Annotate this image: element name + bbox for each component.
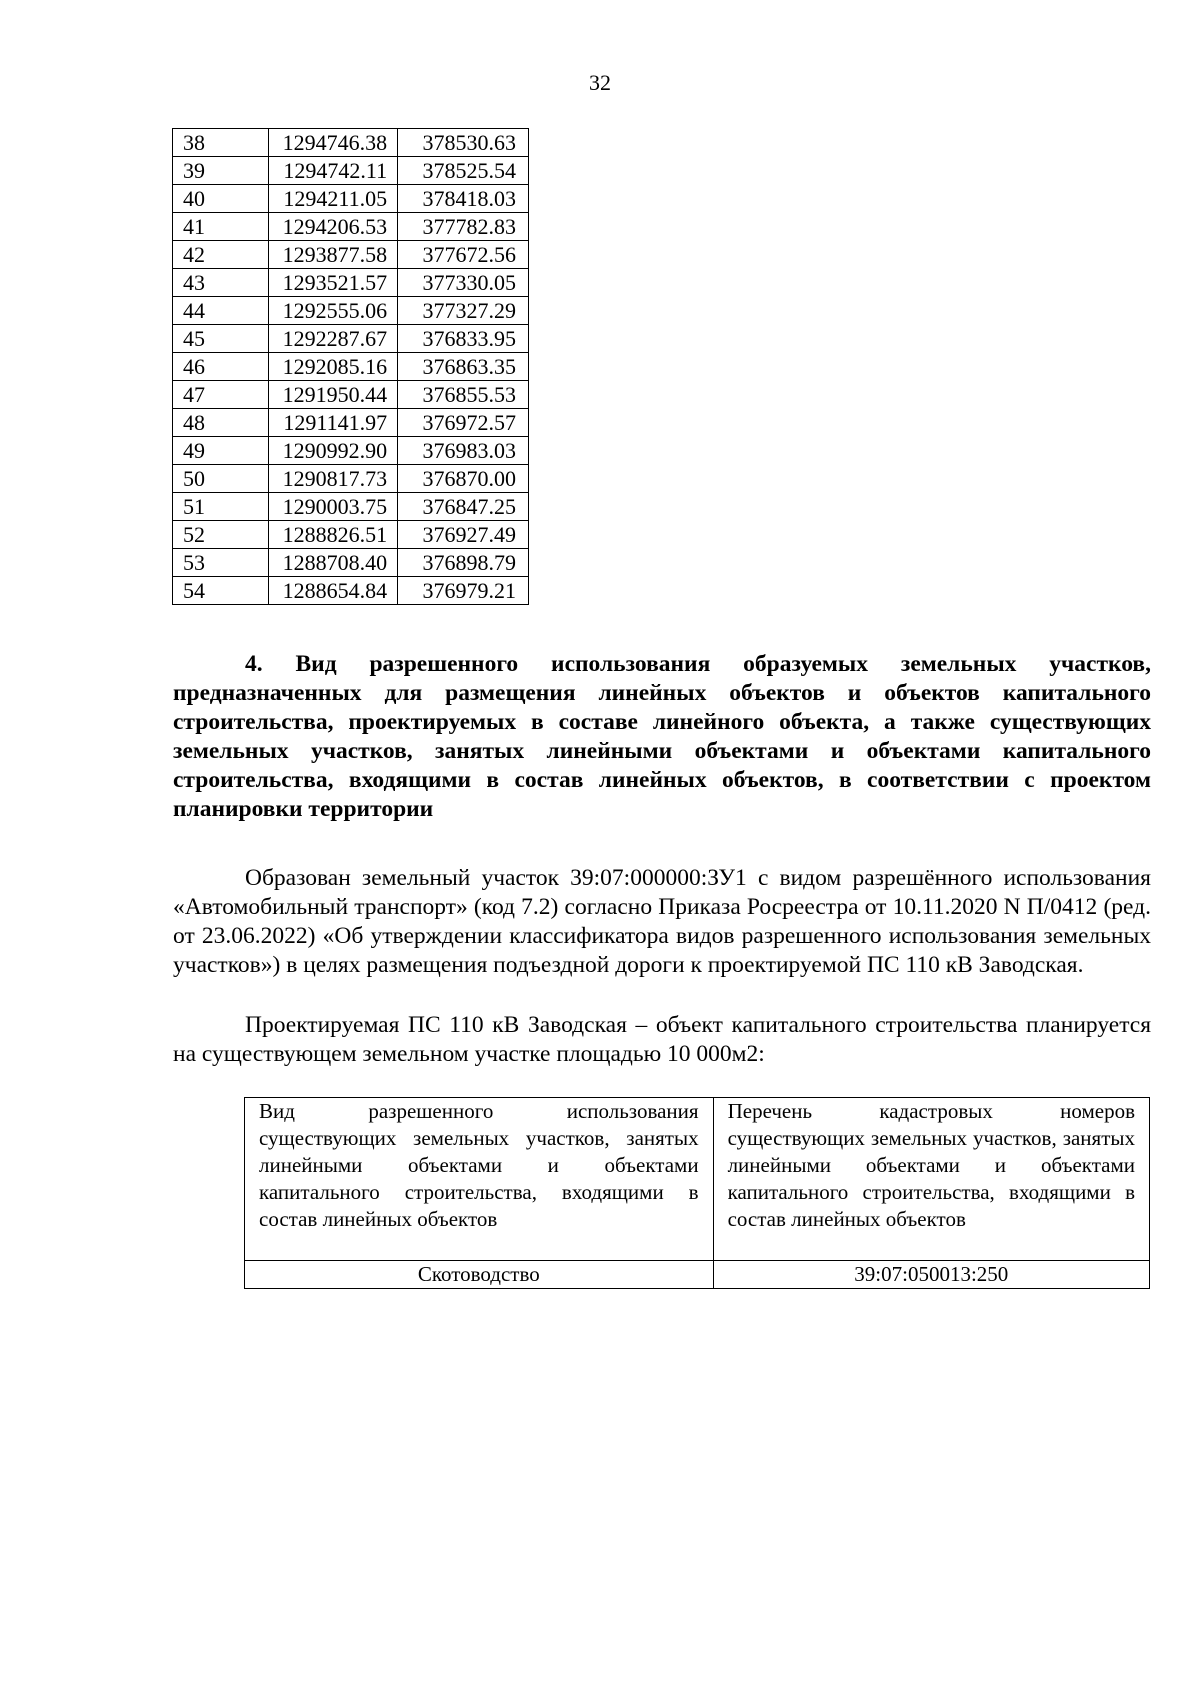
- point-number-cell: 49: [173, 437, 269, 465]
- table-row: [173, 437, 529, 465]
- x-coordinate-cell: 1291141.97: [268, 409, 398, 437]
- y-coordinate-cell: 376833.95: [398, 325, 529, 353]
- x-coordinate-cell: 1294746.38: [268, 129, 398, 157]
- point-number-cell: 44: [173, 297, 269, 325]
- x-coordinate-cell: 1288708.40: [268, 549, 398, 577]
- y-coordinate-cell: 376847.25: [398, 493, 529, 521]
- y-coordinate-cell: 378530.63: [398, 129, 529, 157]
- table-row: [173, 241, 529, 269]
- y-coordinate-cell: 377672.56: [398, 241, 529, 269]
- table-row: [173, 269, 529, 297]
- x-coordinate-cell: 1290003.75: [268, 493, 398, 521]
- point-number-cell: 41: [173, 213, 269, 241]
- point-number-cell: 47: [173, 381, 269, 409]
- x-coordinate-cell: 1294742.11: [268, 157, 398, 185]
- x-coordinate-cell: 1290992.90: [268, 437, 398, 465]
- usage-table: [244, 1097, 1150, 1289]
- y-coordinate-cell: 376863.35: [398, 353, 529, 381]
- table-row: [173, 493, 529, 521]
- x-coordinate-cell: 1290817.73: [268, 465, 398, 493]
- y-coordinate-cell: 376870.00: [398, 465, 529, 493]
- x-coordinate-cell: 1291950.44: [268, 381, 398, 409]
- point-number-cell: 38: [173, 129, 269, 157]
- point-number-cell: 52: [173, 521, 269, 549]
- point-number-cell: 45: [173, 325, 269, 353]
- x-coordinate-cell: 1292287.67: [268, 325, 398, 353]
- coordinates-table: [172, 128, 529, 605]
- usage-table-header-row: [245, 1098, 1150, 1261]
- table-row: [173, 213, 529, 241]
- x-coordinate-cell: 1288826.51: [268, 521, 398, 549]
- y-coordinate-cell: 377782.83: [398, 213, 529, 241]
- coordinates-table-body: [173, 129, 529, 605]
- section-heading: 4. Вид разрешенного использования образуемых земельных участков, предназначенных для размещения линейных объектов и объектов капитального строительства, проектируемых в составе линейного объекта, а также существующих земельных участков, занятых линейными объектами и объектами капитального строительства, входящими в состав линейных объектов, в соответствии с проектом планировки территории: [173, 651, 1151, 822]
- table-row: [173, 325, 529, 353]
- point-number-cell: 54: [173, 577, 269, 605]
- usage-header-left: Вид разрешенного использования существующих земельных участков, занятых линейными объектами и объектами капитального строительства, входящими в состав линейных объектов: [245, 1098, 714, 1261]
- x-coordinate-cell: 1294211.05: [268, 185, 398, 213]
- table-row: [173, 129, 529, 157]
- table-row: [173, 185, 529, 213]
- y-coordinate-cell: 376927.49: [398, 521, 529, 549]
- point-number-cell: 48: [173, 409, 269, 437]
- table-row: [173, 521, 529, 549]
- y-coordinate-cell: 378418.03: [398, 185, 529, 213]
- point-number-cell: 51: [173, 493, 269, 521]
- y-coordinate-cell: 376983.03: [398, 437, 529, 465]
- x-coordinate-cell: 1293877.58: [268, 241, 398, 269]
- point-number-cell: 50: [173, 465, 269, 493]
- usage-cell-cadastral: 39:07:050013:250: [713, 1261, 1149, 1289]
- paragraph-substation: Проектируемая ПС 110 кВ Заводская – объект капитального строительства планируется на существующем земельном участке площадью 10 000м2:: [173, 1012, 1151, 1067]
- table-row: [173, 409, 529, 437]
- y-coordinate-cell: 377330.05: [398, 269, 529, 297]
- x-coordinate-cell: 1292555.06: [268, 297, 398, 325]
- y-coordinate-cell: 377327.29: [398, 297, 529, 325]
- point-number-cell: 53: [173, 549, 269, 577]
- table-row: [173, 549, 529, 577]
- page-number: 32: [589, 70, 611, 95]
- usage-cell-type: Скотоводство: [245, 1261, 714, 1289]
- point-number-cell: 42: [173, 241, 269, 269]
- table-row: [173, 157, 529, 185]
- table-row: [173, 297, 529, 325]
- table-row: [173, 381, 529, 409]
- usage-table-row: [245, 1261, 1150, 1289]
- point-number-cell: 43: [173, 269, 269, 297]
- y-coordinate-cell: 376979.21: [398, 577, 529, 605]
- x-coordinate-cell: 1294206.53: [268, 213, 398, 241]
- x-coordinate-cell: 1288654.84: [268, 577, 398, 605]
- y-coordinate-cell: 376972.57: [398, 409, 529, 437]
- table-row: [173, 353, 529, 381]
- table-row: [173, 577, 529, 605]
- y-coordinate-cell: 378525.54: [398, 157, 529, 185]
- table-row: [173, 465, 529, 493]
- point-number-cell: 40: [173, 185, 269, 213]
- y-coordinate-cell: 376855.53: [398, 381, 529, 409]
- point-number-cell: 39: [173, 157, 269, 185]
- x-coordinate-cell: 1292085.16: [268, 353, 398, 381]
- point-number-cell: 46: [173, 353, 269, 381]
- y-coordinate-cell: 376898.79: [398, 549, 529, 577]
- x-coordinate-cell: 1293521.57: [268, 269, 398, 297]
- usage-header-right: Перечень кадастровых номеров существующих земельных участков, занятых линейными объектами и объектами капитального строительства, входящими в состав линейных объектов: [713, 1098, 1149, 1261]
- paragraph-land-plot: Образован земельный участок 39:07:000000:ЗУ1 с видом разрешённого использования «Автомобильный транспорт» (код 7.2) согласно Приказа Росреестра от 10.11.2020 N П/0412 (ред. от 23.06.2022) «Об утверждении классификатора видов разрешенного использования земельных участков») в целях размещения подъездной дороги к проектируемой ПС 110 кВ Заводская.: [173, 865, 1151, 978]
